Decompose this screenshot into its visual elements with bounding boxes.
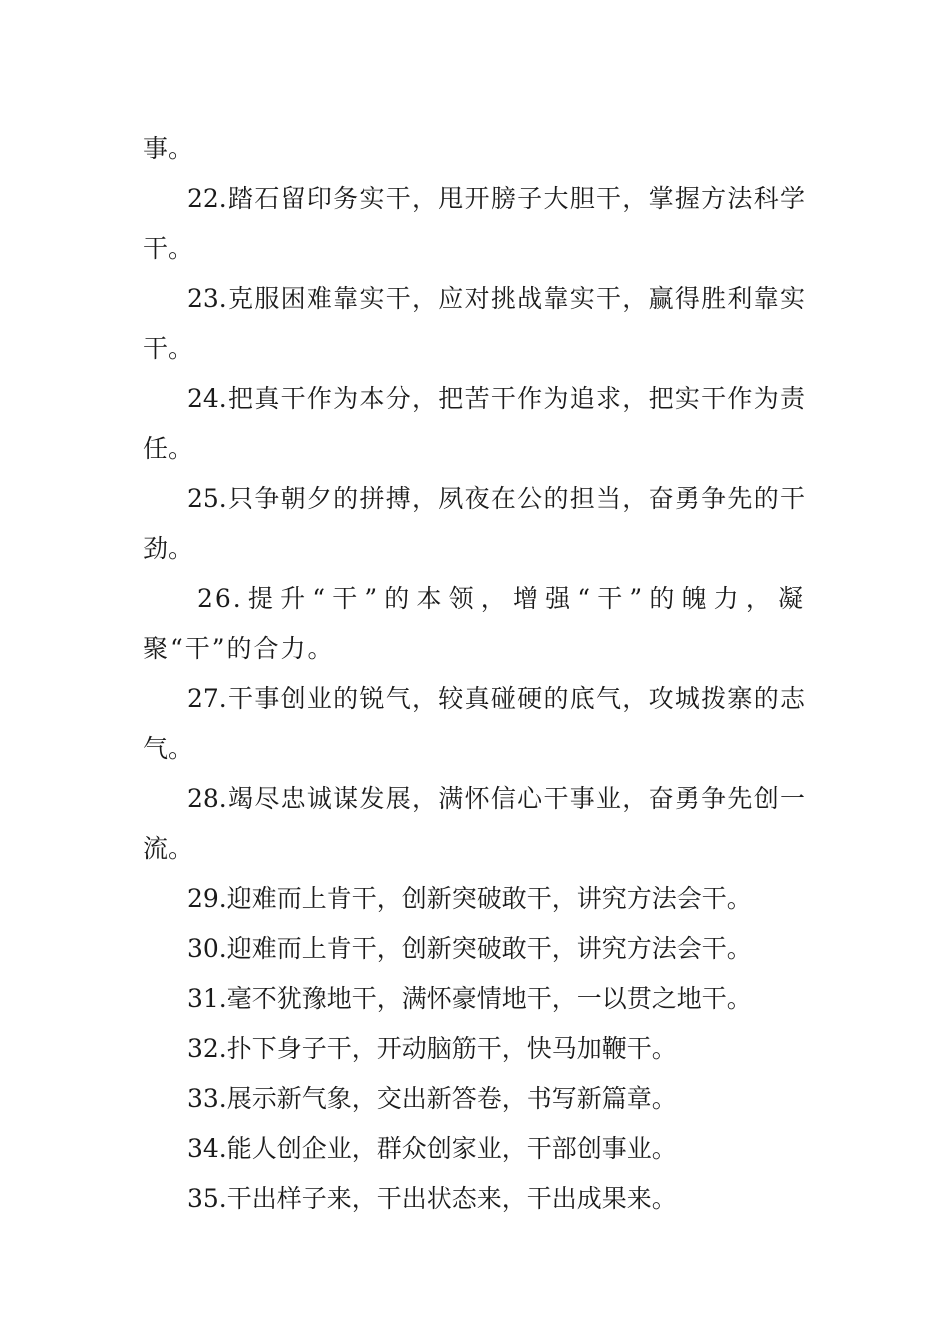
- paragraph-25: 25.只争朝夕的拼搏，夙夜在公的担当，奋勇争先的干劲。: [143, 484, 805, 563]
- paragraph-35: 35.干出样子来，干出状态来，干出成果来。: [187, 1184, 677, 1213]
- document-body: [143, 124, 805, 1224]
- paragraph-27: 27.干事创业的锐气，较真碰硬的底气，攻城拨寨的志气。: [143, 684, 805, 763]
- paragraph-31: 31.毫不犹豫地干，满怀豪情地干，一以贯之地干。: [187, 984, 752, 1013]
- paragraph-34: 34.能人创企业，群众创家业，干部创事业。: [187, 1134, 677, 1163]
- paragraph-22: 22.踏石留印务实干，甩开膀子大胆干，掌握方法科学干。: [143, 184, 805, 263]
- paragraph-continuation: 事。: [143, 134, 194, 163]
- paragraph-32: 32.扑下身子干，开动脑筋干，快马加鞭干。: [187, 1034, 677, 1063]
- paragraph-26: 26.提升“干”的本领，增强“干”的魄力，凝聚“干”的合力。: [143, 584, 805, 663]
- paragraph-28: 28.竭尽忠诚谋发展，满怀信心干事业，奋勇争先创一流。: [143, 784, 805, 863]
- paragraph-29: 29.迎难而上肯干，创新突破敢干，讲究方法会干。: [187, 884, 752, 913]
- paragraph-23: 23.克服困难靠实干，应对挑战靠实干，赢得胜利靠实干。: [143, 284, 805, 363]
- paragraph-24: 24.把真干作为本分，把苦干作为追求，把实干作为责任。: [143, 384, 805, 463]
- paragraph-30: 30.迎难而上肯干，创新突破敢干，讲究方法会干。: [187, 934, 752, 963]
- paragraph-33: 33.展示新气象，交出新答卷，书写新篇章。: [187, 1084, 677, 1113]
